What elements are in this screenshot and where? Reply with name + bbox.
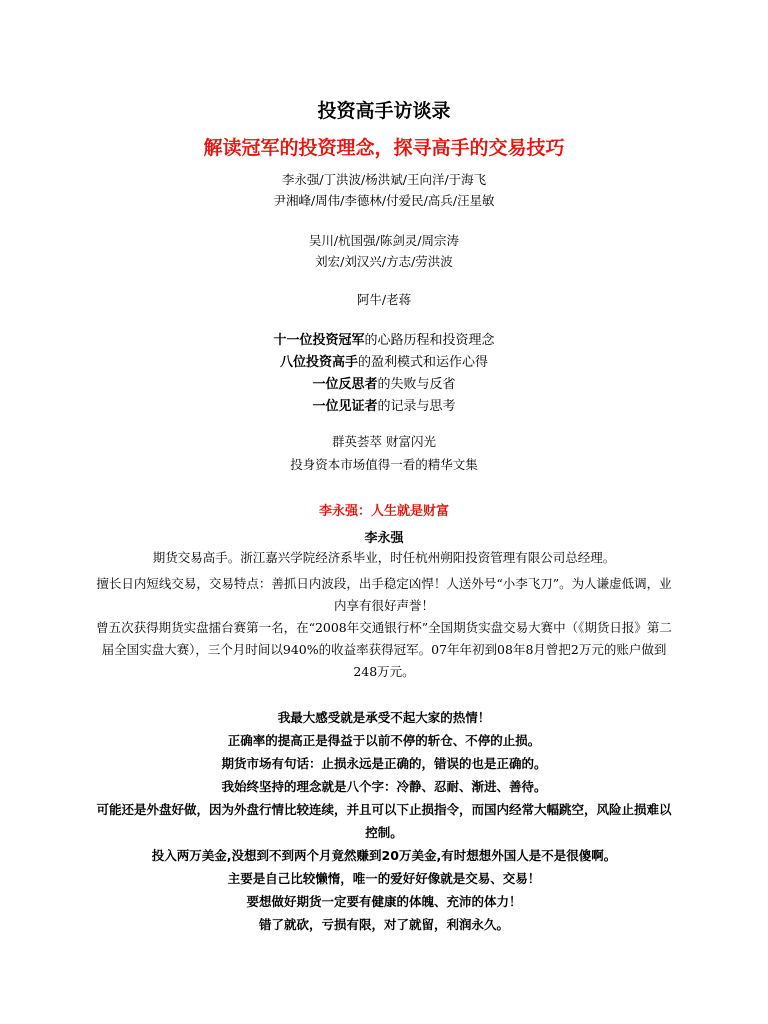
interviewee-list-2 xyxy=(0,230,768,272)
slogan-line: 群英荟萃 财富闪光 xyxy=(332,434,436,449)
name-line: 阿牛/老蒋 xyxy=(356,292,412,307)
page-subtitle: 解读冠军的投资理念，探寻高手的交易技巧 xyxy=(203,137,565,159)
bio-text: 期货交易高手。浙江嘉兴学院经济系毕业，时任杭州朔阳投资管理有限公司总经理。 xyxy=(152,550,616,565)
highlight-rest: 的失败与反省 xyxy=(377,377,456,392)
highlight-rest: 的记录与思考 xyxy=(377,399,456,414)
bio-paragraph xyxy=(96,617,672,683)
highlight-item xyxy=(0,330,768,352)
highlights-list xyxy=(0,330,768,418)
quotes-list xyxy=(96,706,672,936)
quote-line: 期货市场有句话：止损永远是正确的，错误的也是正确的。 xyxy=(221,756,547,771)
bio-text: 擅长日内短线交易，交易特点：善抓日内波段，出手稳定凶悍！人送外号“小李飞刀”。为人谦虚低调，业内享有很好声誉！ xyxy=(96,576,672,613)
highlight-item xyxy=(0,374,768,396)
name-line: 李永强/丁洪波/杨洪斌/王向洋/于海飞 xyxy=(281,172,487,187)
quote-line: 正确率的提高正是得益于以前不停的斩仓、不停的止损。 xyxy=(227,733,541,748)
highlight-item xyxy=(0,352,768,374)
highlight-bold: 一位见证者 xyxy=(312,399,378,414)
highlight-rest: 的盈利模式和运作心得 xyxy=(358,355,489,370)
highlight-rest: 的心路历程和投资理念 xyxy=(364,333,495,348)
page-title: 投资高手访谈录 xyxy=(317,100,451,122)
slogan-line: 投身资本市场值得一看的精华文集 xyxy=(290,457,478,472)
highlight-item xyxy=(0,396,768,418)
quote-line: 要想做好期货一定要有健康的体魄、充沛的体力！ xyxy=(246,894,522,909)
interviewee-list-1 xyxy=(0,169,768,211)
highlight-bold: 八位投资高手 xyxy=(279,355,358,370)
name-line: 刘宏/刘汉兴/方志/劳洪波 xyxy=(315,254,453,269)
quote-line: 错了就砍，亏损有限，对了就留，利润永久。 xyxy=(258,917,509,932)
highlight-bold: 十一位投资冠军 xyxy=(273,333,365,348)
highlight-bold: 一位反思者 xyxy=(312,377,378,392)
slogan xyxy=(0,430,768,476)
section-title: 李永强：人生就是财富 xyxy=(318,504,449,519)
quote-line: 主要是自己比较懒惰，唯一的爱好好像就是交易、交易！ xyxy=(227,871,541,886)
bio-paragraph xyxy=(96,547,672,569)
bio-text: 曾五次获得期货实盘擂台赛第一名，在“2008年交通银行杯”全国期货实盘交易大赛中（《期货日报》第二届全国实盘大赛），三个月时间以940%的收益率获得冠军。07年年初到08年8月曾把2万元的账户做到248万元。 xyxy=(96,620,672,679)
name-line: 尹湘峰/周伟/李德林/付爱民/高兵/汪星敏 xyxy=(273,193,495,208)
interviewee-list-3 xyxy=(0,289,768,310)
name-line: 吴川/杭国强/陈剑灵/周宗涛 xyxy=(308,233,460,248)
quote-line: 可能还是外盘好做，因为外盘行情比较连续，并且可以下止损指令，而国内经常大幅跳空，风险止损难以控制。 xyxy=(96,802,672,840)
quote-line: 我始终坚持的理念就是八个字：冷静、忍耐、渐进、善待。 xyxy=(221,779,547,794)
bio-paragraph xyxy=(96,573,672,617)
section-author: 李永强 xyxy=(364,531,404,546)
quote-line: 投入两万美金,没想到不到两个月竟然赚到20万美金,有时想想外国人是不是很傻啊。 xyxy=(151,848,617,863)
quote-line: 我最大感受就是承受不起大家的热情！ xyxy=(277,710,491,725)
